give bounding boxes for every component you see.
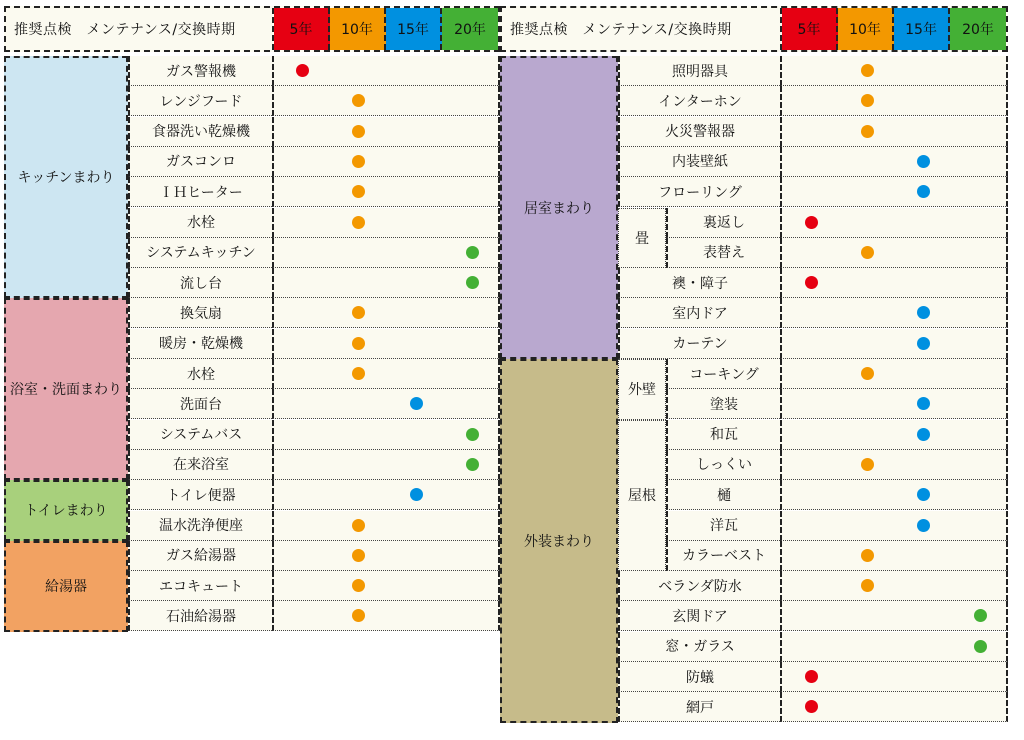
item-label: 食器洗い乾燥機 — [128, 117, 272, 147]
table-row — [500, 571, 1008, 601]
right-header-year-15: 15年 — [894, 8, 950, 50]
left-header-year-15: 15年 — [386, 8, 442, 50]
timeline-cell — [780, 601, 1008, 631]
table-row — [500, 662, 1008, 692]
maintenance-dot-15yr — [917, 155, 930, 168]
table-row — [500, 692, 1008, 722]
item-label: 在来浴室 — [128, 450, 272, 480]
maintenance-dot-20yr — [974, 609, 987, 622]
right-subgroup-1-0: 外壁 — [618, 359, 666, 420]
maintenance-dot-5yr — [805, 216, 818, 229]
table-row — [4, 56, 500, 86]
item-label: しっくい — [666, 450, 780, 480]
timeline-cell — [272, 329, 500, 359]
right-category-1: 外装まわり — [500, 359, 618, 723]
table-row — [4, 359, 500, 389]
item-label: 裏返し — [666, 208, 780, 238]
maintenance-dot-5yr — [805, 700, 818, 713]
table-row — [500, 359, 1008, 389]
item-label: レンジフード — [128, 86, 272, 116]
table-row — [4, 329, 500, 359]
timeline-cell — [780, 238, 1008, 268]
item-label: 照明器具 — [618, 56, 780, 86]
table-row — [4, 268, 500, 298]
maintenance-dot-5yr — [296, 64, 309, 77]
right-table-header — [500, 6, 1008, 52]
item-label: エコキュート — [128, 571, 272, 601]
timeline-cell — [272, 601, 500, 631]
maintenance-dot-10yr — [352, 185, 365, 198]
maintenance-dot-20yr — [466, 458, 479, 471]
left-category-3: 給湯器 — [4, 541, 128, 632]
item-label: 玄関ドア — [618, 601, 780, 631]
maintenance-dot-10yr — [352, 306, 365, 319]
maintenance-dot-15yr — [917, 185, 930, 198]
timeline-cell — [272, 298, 500, 328]
left-category-1: 浴室・洗面まわり — [4, 298, 128, 480]
table-row — [500, 147, 1008, 177]
timeline-cell — [272, 571, 500, 601]
timeline-cell — [780, 177, 1008, 207]
maintenance-dot-15yr — [917, 519, 930, 532]
timeline-cell — [272, 420, 500, 450]
maintenance-dot-10yr — [352, 579, 365, 592]
timeline-cell — [780, 147, 1008, 177]
table-row — [4, 298, 500, 328]
item-label: 内装壁紙 — [618, 147, 780, 177]
table-row — [500, 268, 1008, 298]
timeline-cell — [780, 359, 1008, 389]
timeline-cell — [780, 117, 1008, 147]
table-row — [4, 147, 500, 177]
maintenance-dot-10yr — [861, 64, 874, 77]
maintenance-dot-15yr — [917, 337, 930, 350]
maintenance-dot-10yr — [861, 367, 874, 380]
item-label: ガス給湯器 — [128, 541, 272, 571]
item-label: ＩＨヒーター — [128, 177, 272, 207]
table-row — [4, 541, 500, 571]
item-label: 表替え — [666, 238, 780, 268]
maintenance-dot-20yr — [974, 640, 987, 653]
item-label: カーテン — [618, 329, 780, 359]
right-header-year-10: 10年 — [838, 8, 894, 50]
item-label: 流し台 — [128, 268, 272, 298]
table-row — [500, 329, 1008, 359]
item-label: ベランダ防水 — [618, 571, 780, 601]
item-label: システムバス — [128, 420, 272, 450]
timeline-cell — [272, 480, 500, 510]
timeline-cell — [780, 329, 1008, 359]
table-row — [4, 511, 500, 541]
timeline-cell — [272, 147, 500, 177]
left-category-2: トイレまわり — [4, 480, 128, 541]
maintenance-dot-10yr — [352, 125, 365, 138]
table-row — [500, 450, 1008, 480]
timeline-cell — [780, 571, 1008, 601]
timeline-cell — [272, 511, 500, 541]
item-label: カラーベスト — [666, 541, 780, 571]
maintenance-dot-15yr — [917, 488, 930, 501]
item-label: 火災警報器 — [618, 117, 780, 147]
maintenance-dot-10yr — [861, 549, 874, 562]
item-label: 窓・ガラス — [618, 632, 780, 662]
table-row — [500, 541, 1008, 571]
right-header-year-20: 20年 — [950, 8, 1006, 50]
maintenance-dot-10yr — [861, 458, 874, 471]
table-row — [500, 86, 1008, 116]
maintenance-dot-10yr — [352, 367, 365, 380]
timeline-cell — [272, 359, 500, 389]
maintenance-dot-10yr — [352, 609, 365, 622]
item-label: 洗面台 — [128, 389, 272, 419]
timeline-cell — [272, 177, 500, 207]
maintenance-dot-10yr — [861, 579, 874, 592]
table-row — [4, 238, 500, 268]
item-label: コーキング — [666, 359, 780, 389]
maintenance-dot-20yr — [466, 276, 479, 289]
maintenance-dot-15yr — [917, 306, 930, 319]
item-label: 石油給湯器 — [128, 601, 272, 631]
timeline-cell — [272, 541, 500, 571]
item-label: 襖・障子 — [618, 268, 780, 298]
item-label: 網戸 — [618, 692, 780, 722]
table-row — [500, 177, 1008, 207]
item-label: 暖房・乾燥機 — [128, 329, 272, 359]
maintenance-dot-5yr — [805, 670, 818, 683]
maintenance-dot-10yr — [352, 155, 365, 168]
maintenance-dot-15yr — [410, 488, 423, 501]
table-row — [4, 208, 500, 238]
item-label: 換気扇 — [128, 298, 272, 328]
timeline-cell — [780, 632, 1008, 662]
table-row — [500, 601, 1008, 631]
item-label: フローリング — [618, 177, 780, 207]
table-row — [500, 238, 1008, 268]
item-label: 水栓 — [128, 208, 272, 238]
right-subgroup-1-2: 屋根 — [618, 420, 666, 572]
table-row — [4, 117, 500, 147]
timeline-cell — [780, 692, 1008, 722]
item-label: 水栓 — [128, 359, 272, 389]
left-table-header — [4, 6, 500, 52]
maintenance-dot-20yr — [466, 246, 479, 259]
timeline-cell — [780, 268, 1008, 298]
table-row — [4, 480, 500, 510]
item-label: 洋瓦 — [666, 511, 780, 541]
item-label: ガスコンロ — [128, 147, 272, 177]
item-label: 塗装 — [666, 389, 780, 419]
timeline-cell — [272, 389, 500, 419]
table-row — [4, 601, 500, 631]
maintenance-dot-10yr — [352, 549, 365, 562]
left-header-year-5: 5年 — [274, 8, 330, 50]
timeline-cell — [780, 56, 1008, 86]
timeline-cell — [272, 117, 500, 147]
maintenance-dot-10yr — [352, 216, 365, 229]
timeline-cell — [272, 208, 500, 238]
table-row — [500, 117, 1008, 147]
item-label: トイレ便器 — [128, 480, 272, 510]
item-label: 防蟻 — [618, 662, 780, 692]
left-header-title: 推奨点検 メンテナンス/交換時期 — [6, 8, 274, 50]
maintenance-dot-10yr — [861, 246, 874, 259]
maintenance-dot-10yr — [352, 94, 365, 107]
timeline-cell — [272, 268, 500, 298]
left-header-year-20: 20年 — [442, 8, 498, 50]
item-label: 和瓦 — [666, 420, 780, 450]
table-row — [4, 450, 500, 480]
timeline-cell — [780, 420, 1008, 450]
timeline-cell — [780, 541, 1008, 571]
maintenance-dot-10yr — [352, 519, 365, 532]
right-subgroup-0-5: 畳 — [618, 208, 666, 269]
table-row — [4, 389, 500, 419]
table-row — [4, 177, 500, 207]
maintenance-dot-10yr — [352, 337, 365, 350]
timeline-cell — [272, 56, 500, 86]
maintenance-dot-15yr — [917, 428, 930, 441]
table-row — [500, 420, 1008, 450]
timeline-cell — [272, 450, 500, 480]
item-label: システムキッチン — [128, 238, 272, 268]
item-label: 樋 — [666, 480, 780, 510]
maintenance-dot-15yr — [410, 397, 423, 410]
timeline-cell — [780, 511, 1008, 541]
maintenance-dot-15yr — [917, 397, 930, 410]
table-row — [500, 56, 1008, 86]
table-row — [500, 632, 1008, 662]
timeline-cell — [780, 86, 1008, 116]
table-row — [500, 389, 1008, 419]
item-label: インターホン — [618, 86, 780, 116]
right-header-title: 推奨点検 メンテナンス/交換時期 — [502, 8, 782, 50]
item-label: ガス警報機 — [128, 56, 272, 86]
right-category-0: 居室まわり — [500, 56, 618, 359]
timeline-cell — [780, 208, 1008, 238]
timeline-cell — [272, 238, 500, 268]
table-row — [4, 86, 500, 116]
timeline-cell — [780, 389, 1008, 419]
table-row — [4, 571, 500, 601]
maintenance-dot-10yr — [861, 94, 874, 107]
table-row — [4, 420, 500, 450]
timeline-cell — [272, 86, 500, 116]
left-category-0: キッチンまわり — [4, 56, 128, 298]
timeline-cell — [780, 298, 1008, 328]
left-header-year-10: 10年 — [330, 8, 386, 50]
table-row — [500, 511, 1008, 541]
maintenance-dot-5yr — [805, 276, 818, 289]
table-row — [500, 208, 1008, 238]
timeline-cell — [780, 450, 1008, 480]
maintenance-dot-10yr — [861, 125, 874, 138]
timeline-cell — [780, 662, 1008, 692]
table-row — [500, 480, 1008, 510]
table-row — [500, 298, 1008, 328]
item-label: 室内ドア — [618, 298, 780, 328]
maintenance-dot-20yr — [466, 428, 479, 441]
timeline-cell — [780, 480, 1008, 510]
item-label: 温水洗浄便座 — [128, 511, 272, 541]
right-header-year-5: 5年 — [782, 8, 838, 50]
